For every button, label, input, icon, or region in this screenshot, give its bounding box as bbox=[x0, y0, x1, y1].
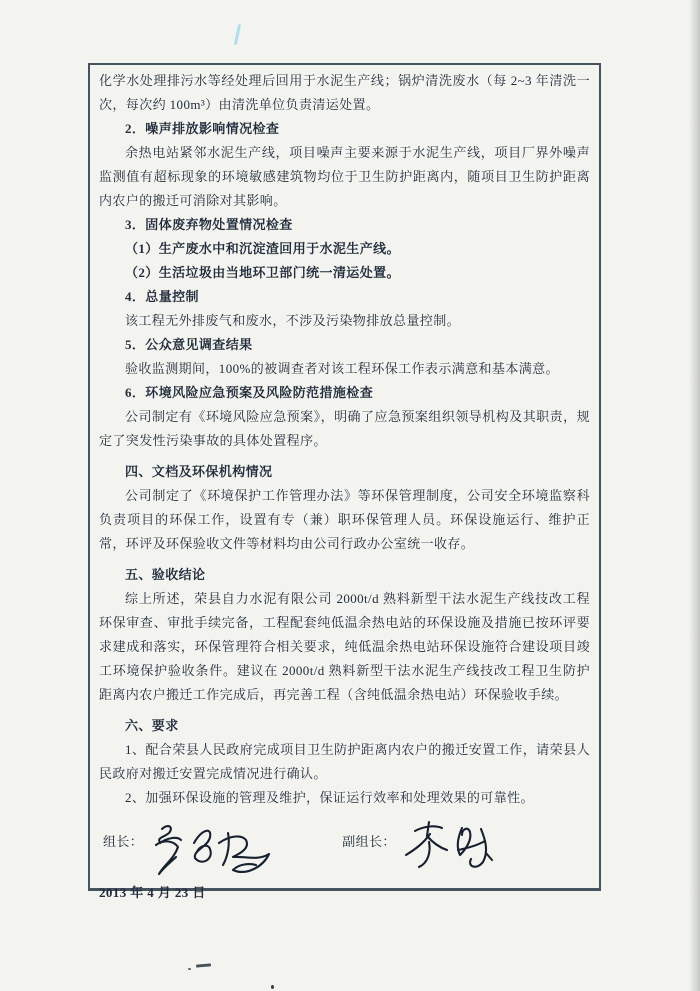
heading-solid-waste-check: 3．固体废弃物处置情况检查 bbox=[125, 217, 293, 232]
heading-section-6-requirements: 六、要求 bbox=[125, 718, 179, 733]
list-item-solid-waste-2: （2）生活垃圾由当地环卫部门统一清运处置。 bbox=[125, 265, 400, 280]
stray-blue-pen-mark bbox=[234, 24, 241, 45]
stray-ink-dot bbox=[271, 985, 274, 989]
leader-label: 组长： bbox=[103, 834, 144, 849]
heading-section-5-conclusion: 五、验收结论 bbox=[125, 567, 206, 582]
paragraph-section-5: 综上所述，荣县自力水泥有限公司 2000t/d 熟料新型干法水泥生产线技改工程环保审查、审批手续完备，工程配套纯低温余热电站的环保设施及措施已按环评要求建成和落实，环保管理符合相关要求，纯低温余热电站环保设施符合建设项目竣工环境保护验收条件。建议在 2000t/d 熟料新型干法水泥生产线技改工程卫生防护距离内农户搬迁工作完成后，再完善工程（含纯低温余热电站）环保验收手续。 bbox=[99, 591, 590, 702]
document-cell-frame bbox=[88, 63, 601, 900]
leader-handwritten-signature bbox=[148, 819, 284, 881]
list-item-solid-waste-1: （1）生产废水中和沉淀渣回用于水泥生产线。 bbox=[125, 241, 400, 256]
signature-row bbox=[99, 823, 590, 881]
document-date: 2013 年 4 月 23 日 bbox=[99, 885, 206, 900]
deputy-signature-group bbox=[342, 823, 499, 877]
leader-signature-group bbox=[103, 823, 284, 881]
heading-total-control: 4．总量控制 bbox=[125, 289, 199, 304]
paragraph-public-opinion: 验收监测期间，100%的被调查者对该工程环保工作表示满意和基本满意。 bbox=[125, 361, 559, 376]
paragraph-requirement-2: 2、加强环保设施的管理及维护，保证运行效率和处理效果的可靠性。 bbox=[125, 790, 534, 805]
deputy-label: 副组长： bbox=[342, 834, 396, 849]
heading-public-opinion: 5．公众意见调查结果 bbox=[125, 337, 253, 352]
paragraph-requirement-1: 1、配合荣县人民政府完成项目卫生防护距离内农户的搬迁安置工作，请荣县人民政府对搬迁安置完成情况进行确认。 bbox=[99, 742, 590, 781]
heading-noise-check: 2．噪声排放影响情况检查 bbox=[125, 121, 280, 136]
deputy-handwritten-signature bbox=[401, 819, 499, 877]
heading-risk-plan: 6．环境风险应急预案及风险防范措施检查 bbox=[125, 385, 374, 400]
stray-ink-dash bbox=[196, 963, 211, 967]
paragraph-wastewater-carryover: 化学水处理排污水等经处理后回用于水泥生产线；锅炉清洗废水（每 2~3 年清洗一次，每次约 100m³）由清洗单位负责清运处置。 bbox=[99, 73, 590, 112]
paragraph-risk-plan: 公司制定有《环境风险应急预案》，明确了应急预案组织领导机构及其职责，规定了突发性污染事故的具体处置程序。 bbox=[99, 409, 590, 448]
paragraph-section-4: 公司制定了《环境保护工作管理办法》等环保管理制度，公司安全环境监察科负责项目的环保工作，设置有专（兼）职环保管理人员。环保设施运行、维护正常，环评及环保验收文件等材料均由公司行政办公室统一收存。 bbox=[99, 488, 590, 551]
scan-edge-shadow bbox=[689, 0, 700, 991]
paragraph-noise: 余热电站紧邻水泥生产线，项目噪声主要来源于水泥生产线，项目厂界外噪声监测值有超标现象的环境敏感建筑物均位于卫生防护距离内，随项目卫生防护距离内农户的搬迁可消除对其影响。 bbox=[99, 145, 590, 208]
paragraph-total-control: 该工程无外排废气和废水，不涉及污染物排放总量控制。 bbox=[125, 313, 461, 328]
heading-section-4-documents: 四、文档及环保机构情况 bbox=[125, 464, 273, 479]
stray-ink-dot-small bbox=[188, 968, 191, 970]
